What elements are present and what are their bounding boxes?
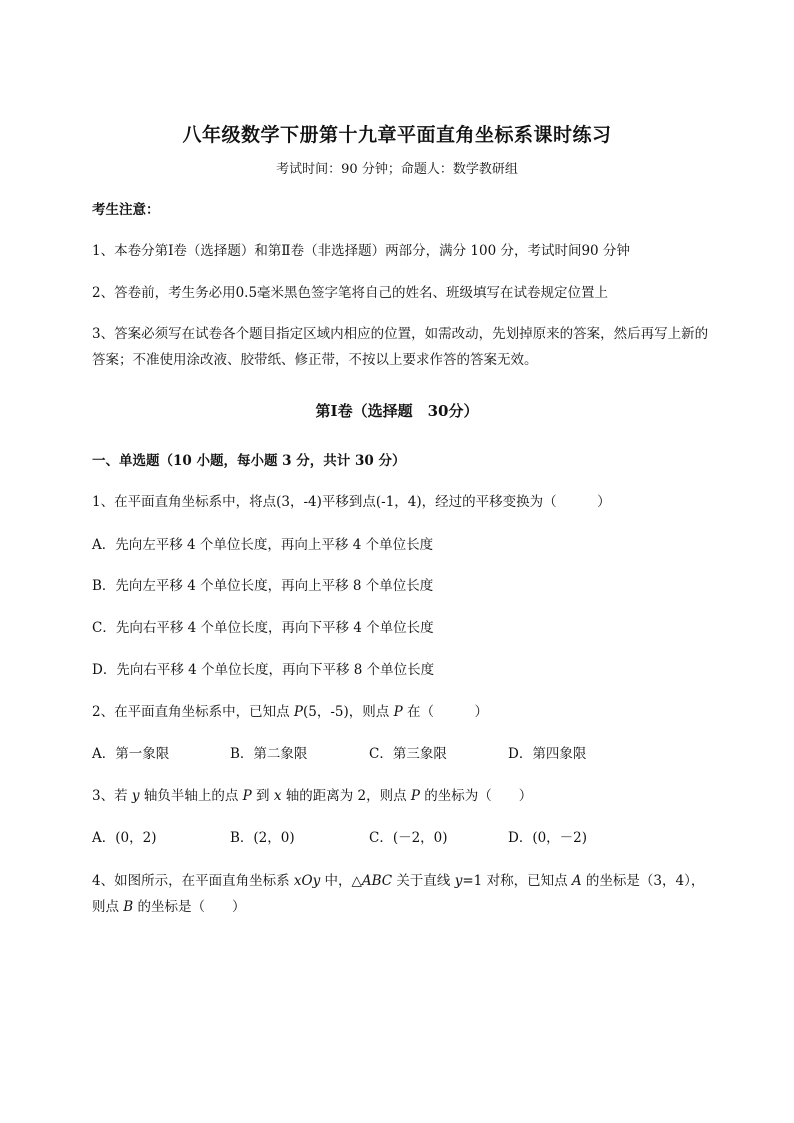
q4-text-e: 的坐标是（3，4）， xyxy=(581,873,705,889)
question-3-option-d: D．(0，－2) xyxy=(508,830,588,846)
q2-var-p: P xyxy=(393,704,403,720)
q2-var-p: P xyxy=(293,704,303,720)
question-1-option-a: A．先向左平移 4 个单位长度，再向上平移 4 个单位长度 xyxy=(92,537,434,553)
question-2-option-b: B．第二象限 xyxy=(230,746,308,762)
q4-text-b: 中，△ xyxy=(320,873,362,889)
notice-item-2: 2、答卷前，考生务必用0.5毫米黑色签字笔将自己的姓名、班级填写在试卷规定位置上 xyxy=(92,285,609,301)
question-2-stem xyxy=(92,702,712,722)
question-3-option-a: A．(0，2) xyxy=(92,830,157,846)
section-title: 第Ⅰ卷（选择题 30分） xyxy=(315,402,479,420)
q3-stem-text-d: 轴的距离为 2，则点 xyxy=(281,788,411,804)
q4-text-c: 关于直线 xyxy=(392,873,455,889)
part-heading: 一、单选题（10 小题，每小题 3 分，共计 30 分） xyxy=(92,453,406,469)
q4-text-a: 4、如图所示，在平面直角坐标系 xyxy=(92,873,294,889)
q3-stem-text-a: 3、若 xyxy=(92,788,132,804)
q2-stem-text-c: 在（ ） xyxy=(402,704,488,720)
q4-var-a: A xyxy=(571,873,582,889)
q4-var-xoy: xOy xyxy=(293,873,321,889)
q3-var-y: y xyxy=(131,788,140,804)
question-1-option-c: C．先向右平移 4 个单位长度，再向下平移 4 个单位长度 xyxy=(92,620,434,636)
q4-text-f: 则点 xyxy=(92,899,124,915)
question-3-option-b: B．(2，0) xyxy=(230,830,295,846)
q4-var-abc: ABC xyxy=(361,873,393,889)
q3-var-p: P xyxy=(410,788,420,804)
question-2-option-d: D．第四象限 xyxy=(508,746,587,762)
q3-stem-text-e: 的坐标为（ ） xyxy=(420,788,533,804)
question-4-stem-line-2 xyxy=(92,897,712,917)
question-2-option-a: A．第一象限 xyxy=(92,746,170,762)
q4-text-d: =1 对称，已知点 xyxy=(462,873,572,889)
q4-var-y: y xyxy=(454,873,463,889)
notice-item-3: 3、答案必须写在试卷各个题目指定区域内相应的位置，如需改动，先划掉原来的答案，然后再写上新的答案；不准使用涂改液、胶带纸、修正带，不按以上要求作答的答案无效。 xyxy=(92,326,709,368)
question-1-option-b: B．先向左平移 4 个单位长度，再向上平移 8 个单位长度 xyxy=(92,578,434,594)
q2-stem-text-a: 2、在平面直角坐标系中，已知点 xyxy=(92,704,294,720)
question-1-option-d: D．先向右平移 4 个单位长度，再向下平移 8 个单位长度 xyxy=(92,662,435,678)
question-2-option-c: C．第三象限 xyxy=(369,746,447,762)
q3-stem-text-b: 轴负半轴上的点 xyxy=(139,788,243,804)
q3-var-x: x xyxy=(273,788,282,804)
notice-item-1: 1、本卷分第Ⅰ卷（选择题）和第Ⅱ卷（非选择题）两部分，满分 100 分，考试时间90 分钟 xyxy=(92,243,630,259)
q3-stem-text-c: 到 xyxy=(251,788,274,804)
q4-text-g: 的坐标是（ ） xyxy=(133,899,246,915)
question-4-stem-line-1 xyxy=(92,871,712,891)
question-3-stem xyxy=(92,786,712,806)
q2-stem-text-b: (5，-5)，则点 xyxy=(302,704,394,720)
page-subtitle: 考试时间：90 分钟；命题人：数学教研组 xyxy=(276,162,518,177)
page-title: 八年级数学下册第十九章平面直角坐标系课时练习 xyxy=(182,124,612,146)
q3-var-p: P xyxy=(242,788,252,804)
q4-var-b: B xyxy=(123,899,134,915)
question-1-stem: 1、在平面直角坐标系中，将点(3，-4)平移到点(-1，4)，经过的平移变换为（ ） xyxy=(92,494,611,510)
question-3-option-c: C．(－2，0) xyxy=(369,830,448,846)
notice-heading: 考生注意： xyxy=(92,202,160,218)
